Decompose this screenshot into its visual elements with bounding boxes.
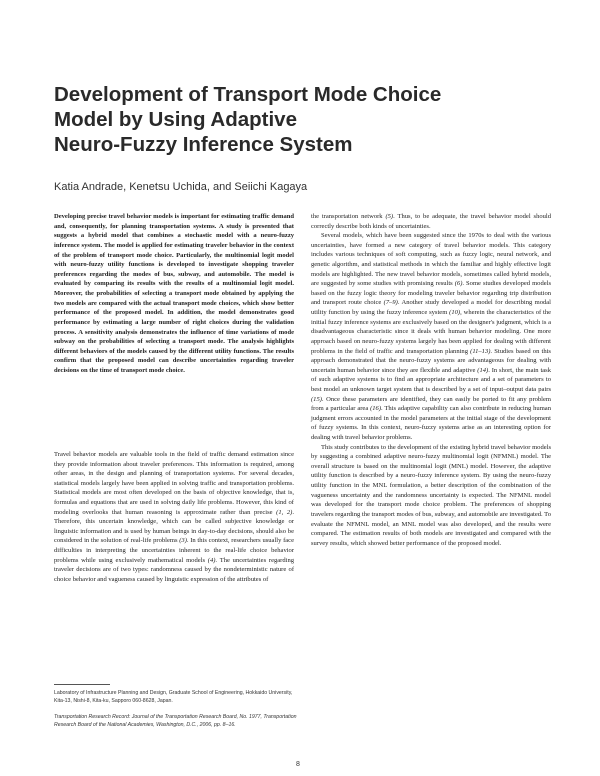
text-run: . The uncertainties regarding traveler decisions are of two types: randomness caused by the nondeterministic nature of choice behavior and vagueness caused by linguistic expression of the attributes of — [54, 556, 294, 583]
citation: (5) — [385, 213, 394, 220]
citation: (4) — [207, 556, 216, 564]
text-run: . Studies based on this approach demonstrated that the neuro-fuzzy systems are advantageous for dealing with uncertain human behavior since they are flexible and adaptive — [311, 347, 551, 374]
abstract — [54, 212, 294, 376]
paragraph — [311, 231, 551, 442]
title-line: Development of Transport Mode Choice — [54, 83, 442, 106]
text-run: . In short, the main task of such adaptive systems is to find an appropriate architecture and a set of parameters to best model an unknown target system that is described by a set of input–output data pairs — [311, 366, 551, 393]
text-run: . Some studies developed models based on the fuzzy logic theory for modeling traveler behavior regarding trip distribution and transport route choice — [311, 280, 551, 307]
left-column-body — [54, 450, 294, 584]
author-list: Katia Andrade, Kenetsu Uchida, and Seiichi Kagaya — [54, 181, 308, 193]
text-run: Several models, which have been suggested since the 1970s to deal with the various uncertainties, have formed a new category of travel behavior models. This category includes various techniques of soft computing, such as fuzzy logic, neural network, and genetic algorithm, and statistical methods in which the familiar and highly effective logit models are highlighted. The new travel behavior models, sometimes called hybrid models, are suggested by some studies with promising results — [311, 232, 551, 288]
citation: (15) — [311, 395, 322, 403]
text-run: . Therefore, this uncertain knowledge, which can be called subjective knowledge or linguistic information and is used by human beings in day-to-day decisions, should also be considered in the solution of real-life problems — [54, 508, 294, 545]
text-run: . Thus, to be adequate, the travel behavior model should correctly describe both kinds of uncertainties. — [311, 213, 551, 230]
citation: (10) — [449, 309, 461, 317]
text-run: . In this context, researchers usually face difficulties in interpreting the uncertainties inherent to the real-life choice behavior problems while using exclusively mathematical models — [54, 537, 294, 564]
page-number: 8 — [296, 761, 300, 768]
text-run: Travel behavior models are valuable tools in the field of traffic demand estimation since they provide information about traveler preferences. This information is required, among other areas, in the design and planning of transportation systems. For several decades, statistical models largely have been applied in solving traffic and transportation problems. Statistical models are most often developed on the basis of objective knowledge, that is, formulas and equations that are used in solving daily life problems. However, this kind of modeling overlooks that human reasoning is approximate rather than precise — [54, 451, 294, 516]
citation: (3) — [179, 537, 187, 545]
text-run: the transportation network — [311, 213, 386, 220]
journal-footnote: Transportation Research Record: Journal of the Transportation Research Board, No. 1977, Transportation Research Board of the National Academies, Washington, D.C., 2006, pp. 8–16. — [54, 714, 297, 728]
title-line: Neuro-Fuzzy Inference System — [54, 133, 353, 156]
text-run: . This adaptive capability can also contribute in reducing human judgment errors accounted in the model parameters at the initial stage of the development of fuzzy systems. In this context, neuro-fuzzy systems arise as an interesting option for dealing with travel behavior problems. — [311, 405, 551, 442]
affiliation-footnote: Laboratory of Infrastructure Planning and Design, Graduate School of Engineering, Hokkaido University, Kita-13, Nishi-8, Kita-ku, Sapporo 060-8628, Japan. — [54, 690, 293, 704]
text-run: , wherein the characteristics of the initial fuzzy inference systems are exclusively based on the designer's judgment, which is a disadvantageous characteristic since it deals with human behavior modeling. One more approach based on neuro-fuzzy systems largely has been applied for dealing with different problems in the field of traffic and transportation planning — [311, 309, 552, 355]
paragraph — [311, 212, 551, 231]
title-line: Model by Using Adaptive — [54, 108, 297, 131]
paragraph: This study contributes to the development of the existing hybrid travel behavior models by suggesting a combined adaptive neuro-fuzzy multinomial logit (NFMNL) model. The overall structure is based on the multinomial logit (MNL) model. However, the adaptive utility function is described by a neuro-fuzzy inference system. By using the neuro-fuzzy utility function in the MNL formulation, a better description of the combination of the vagueness uncertainty and the randomness uncertainty is expected. The NFMNL model was developed for the transport mode choice problem. The preferences of shopping travelers regarding the transport modes of bus, subway, and automobile are investigated. To evaluate the NFMNL model, an MNL model was also developed, and the results were compared. The estimation results of both models are investigated and compared with the survey results, which showed better performance of the proposed model. — [311, 443, 551, 547]
citation: (7–9) — [383, 299, 398, 307]
citation: (1, 2) — [276, 508, 293, 516]
citation: (14) — [477, 366, 489, 374]
text-run: . Another study developed a model for describing modal utility function by using the fuzzy inference system — [311, 299, 551, 317]
footnote-divider — [54, 684, 110, 685]
paper-title — [54, 82, 554, 157]
text-run: . Once these parameters are identified, they can easily be ported to fit any problem from a particular area — [311, 395, 551, 413]
citation: (6) — [454, 280, 463, 288]
right-column-body — [311, 212, 551, 548]
intro-paragraph — [54, 450, 294, 584]
citation: (16) — [370, 405, 382, 413]
citation: (11–13) — [470, 347, 491, 355]
abstract-text: Developing precise travel behavior models is important for estimating traffic demand and, consequently, for planning transportation systems. A study is presented that suggests a hybrid model that combines a stochastic model with a neuro-fuzzy inference system. The model is applied for estimating traveler behavior in the context of the problem of transport mode choice. Particularly, the multinomial logit model with neuro-fuzzy utility functions is developed to investigate shopping traveler preferences regarding the modes of bus, subway, and automobile. The model is evaluated by comparing its results with the results of a multinomial logit model. Moreover, the probabilities of selecting a transport mode obtained by applying the two models are compared with the actual transport mode choices, which show better performance of the proposed model. In addition, the model demonstrates good performance by estimating a large number of right choices during the validation process. A sensitivity analysis demonstrates the influence of time variations of mode subway on the probabilities of selecting a transport mode. The analysis highlights different behaviors of the models caused by the different utility functions. The results confirm that the proposed model can describe uncertainties regarding traveler decisions on the time of transport mode choice. — [54, 213, 294, 374]
